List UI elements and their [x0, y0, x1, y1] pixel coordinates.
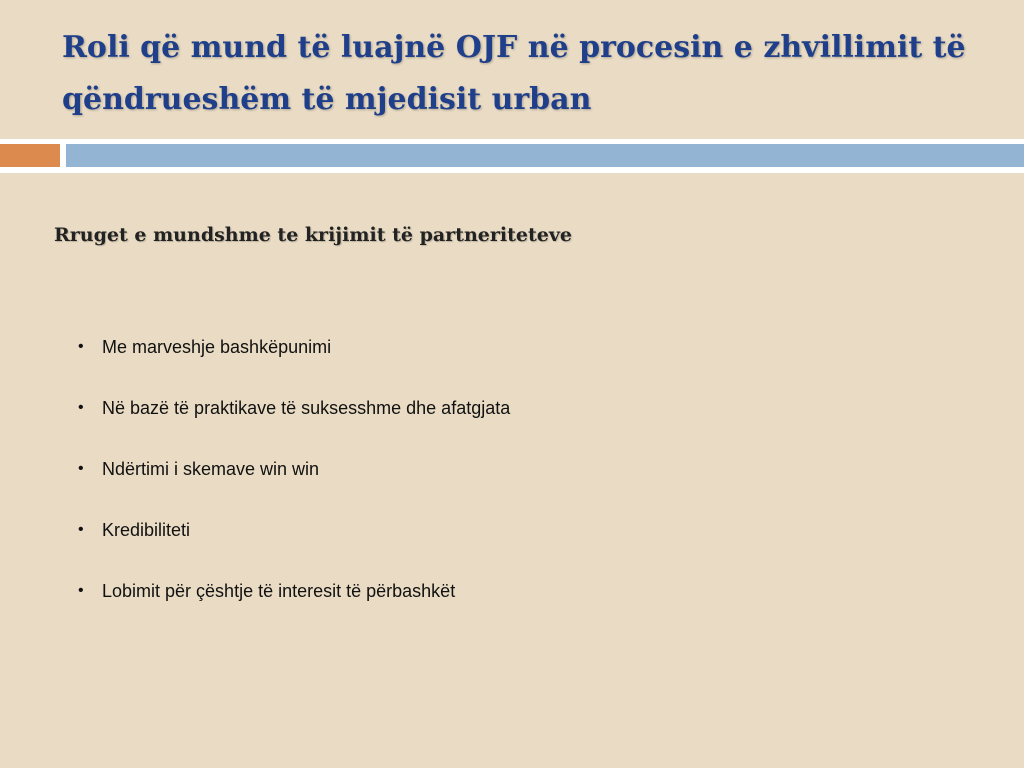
bullet-text: Ndërtimi i skemave win win	[102, 459, 320, 479]
bullet-text: Kredibiliteti	[102, 520, 191, 540]
bullet-item	[76, 333, 510, 394]
bullet-item	[76, 455, 510, 516]
slide-subtitle: Rruget e mundshme te krijimit të partneriteteve	[54, 224, 572, 246]
bullet-icon: •	[78, 338, 84, 355]
slide-title: Roli që mund të luajnë OJF në procesin e zhvillimit të qëndrueshëm të mjedisit urban	[62, 30, 966, 117]
bullet-item	[76, 516, 510, 577]
bullet-text: Me marveshje bashkëpunimi	[102, 337, 332, 357]
bullet-item	[76, 394, 510, 455]
bullet-list	[76, 333, 510, 638]
bullet-icon: •	[78, 582, 84, 599]
bullet-item	[76, 577, 510, 638]
bullet-icon: •	[78, 521, 84, 538]
main-bar	[66, 144, 1024, 167]
bullet-text: Në bazë të praktikave të suksesshme dhe afatgjata	[102, 398, 511, 418]
title-divider	[0, 139, 1024, 173]
bullet-icon: •	[78, 399, 84, 416]
bullet-text: Lobimit për çështje të interesit të përbashkët	[102, 581, 456, 601]
accent-bar	[0, 144, 60, 167]
bullet-icon: •	[78, 460, 84, 477]
